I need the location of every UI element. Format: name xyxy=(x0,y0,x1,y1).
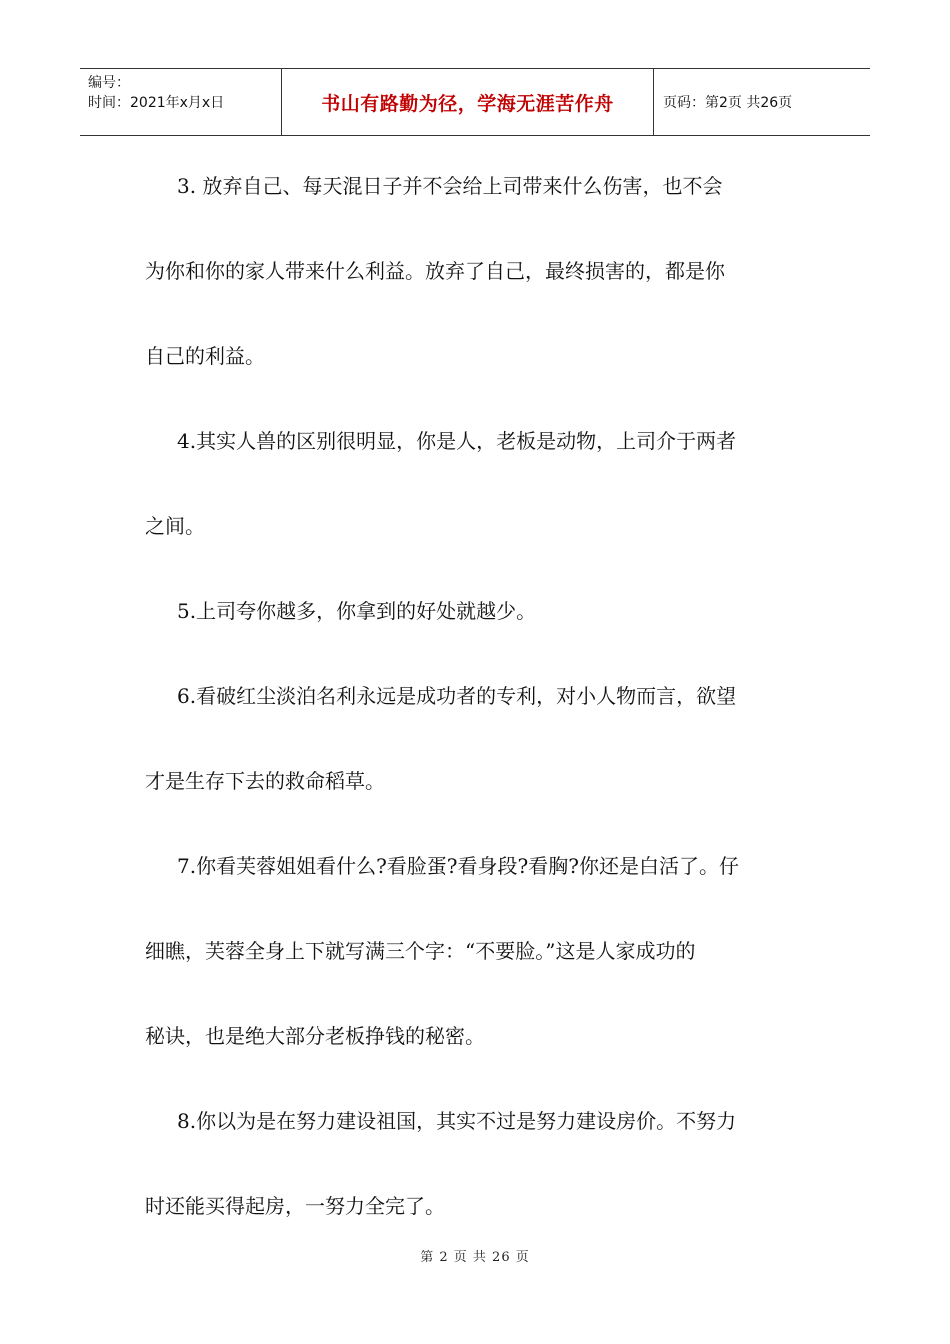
body-line: 自己的利益。 xyxy=(145,344,265,368)
body-line: 7.你看芙蓉姐姐看什么?看脸蛋?看身段?看胸?你还是白活了。仔 xyxy=(177,854,739,878)
body-line: 4.其实人兽的区别很明显，你是人，老板是动物，上司介于两者 xyxy=(177,429,737,453)
page-footer: 第 2 页 共 26 页 xyxy=(420,1250,530,1265)
body-line: 6.看破红尘淡泊名利永远是成功者的专利，对小人物而言，欲望 xyxy=(177,684,737,708)
body-line: 8.你以为是在努力建设祖国，其实不过是努力建设房价。不努力 xyxy=(177,1109,737,1133)
body-line: 时还能买得起房，一努力全完了。 xyxy=(145,1194,445,1218)
body-line: 秘诀，也是绝大部分老板挣钱的秘密。 xyxy=(145,1024,485,1048)
body-line: 细瞧，芙蓉全身上下就写满三个字：“不要脸。”这是人家成功的 xyxy=(145,939,696,963)
document-date-label: 时间：2021年x月x日 xyxy=(88,95,225,111)
body-line: 之间。 xyxy=(145,514,205,538)
body-line: 为你和你的家人带来什么利益。放弃了自己，最终损害的，都是你 xyxy=(145,259,725,283)
document-body xyxy=(145,166,810,1271)
header-motto: 书山有路勤为径，学海无涯苦作舟 xyxy=(282,69,654,135)
page-header xyxy=(80,68,870,136)
body-line: 才是生存下去的救命稻草。 xyxy=(145,769,385,793)
document-number-label: 编号： xyxy=(88,75,130,91)
body-line: 3. 放弃自己、每天混日子并不会给上司带来什么伤害，也不会 xyxy=(177,174,723,198)
header-page-info: 页码：第2页 共26页 xyxy=(663,95,793,111)
header-meta-cell xyxy=(80,69,282,135)
body-line: 5.上司夸你越多，你拿到的好处就越少。 xyxy=(177,599,537,623)
